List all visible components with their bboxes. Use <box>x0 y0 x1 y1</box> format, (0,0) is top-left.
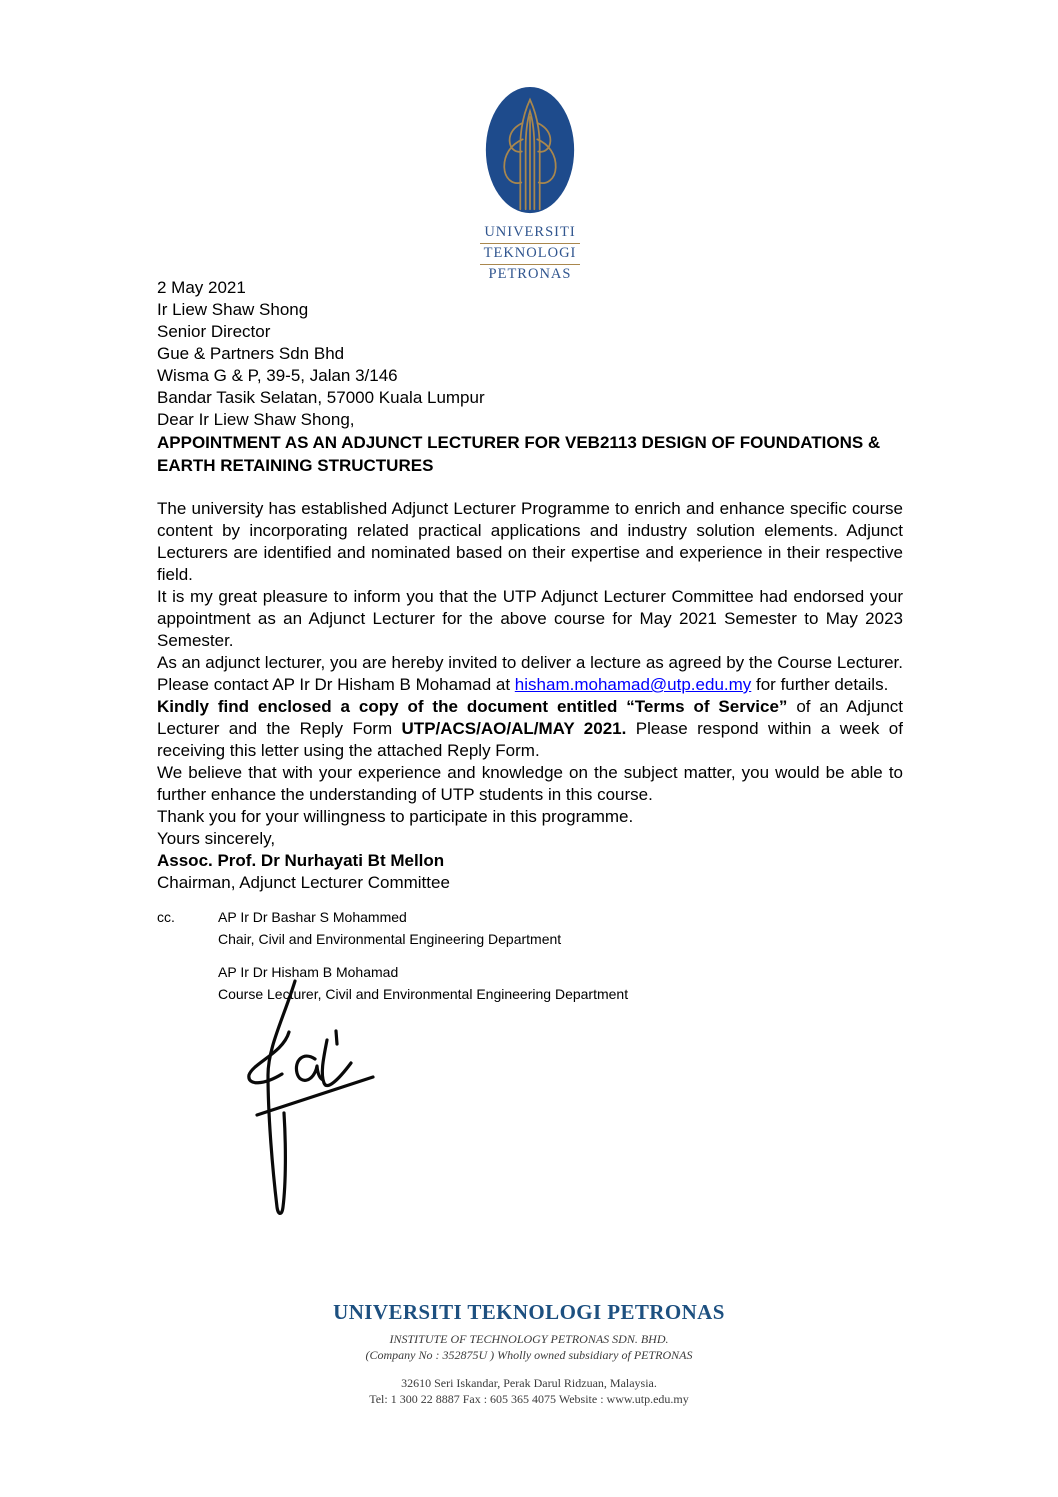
utp-wordmark <box>480 225 580 282</box>
cc-1-title: Chair, Civil and Environmental Engineering Department <box>218 931 562 947</box>
paragraph-6: Thank you for your willingness to participate in this programme. <box>157 807 634 826</box>
recipient-address-line1: Wisma G & P, 39-5, Jalan 3/146 <box>157 366 398 385</box>
footer-org-name: UNIVERSITI TEKNOLOGI PETRONAS <box>333 1300 725 1324</box>
footer-phone-fax-website: Tel: 1 300 22 8887 Fax : 605 365 4075 Website : www.utp.edu.my <box>369 1392 689 1406</box>
recipient-title: Senior Director <box>157 322 271 341</box>
letter-footer <box>0 1300 1058 1407</box>
paragraph-5: We believe that with your experience and knowledge on the subject matter, you would be able to further enhance the understanding of UTP students in this course. <box>157 763 903 804</box>
wordmark-rule <box>480 243 580 244</box>
utp-logo <box>480 86 580 282</box>
paragraph-4-bold-terms: Kindly find enclosed a copy of the document entitled “Terms of Service” <box>157 697 788 716</box>
footer-company-info <box>0 1331 1058 1363</box>
utp-emblem-icon <box>484 86 576 216</box>
recipient-name: Ir Liew Shaw Shong <box>157 300 309 319</box>
signatory-title: Chairman, Adjunct Lecturer Committee <box>157 873 450 892</box>
paragraph-4-text-after: Please respond within a week of receiving this letter using the attached Reply Form. <box>157 719 903 760</box>
wordmark-rule <box>480 264 580 265</box>
wordmark-line-1: UNIVERSITI <box>484 224 576 240</box>
cc-label: cc. <box>157 909 175 925</box>
footer-contact-info <box>0 1375 1058 1407</box>
paragraph-3-text-after: for further details. <box>751 675 889 694</box>
subject-line: APPOINTMENT AS AN ADJUNCT LECTURER FOR VEB2113 DESIGN OF FOUNDATIONS & EARTH RETAINING STRUCTURES <box>157 433 881 475</box>
wordmark-line-3: PETRONAS <box>488 266 572 282</box>
recipient-address-line2: Bandar Tasik Selatan, 57000 Kuala Lumpur <box>157 388 485 407</box>
signature <box>240 975 400 1225</box>
signatory-name: Assoc. Prof. Dr Nurhayati Bt Mellon <box>157 851 445 870</box>
cc-gap <box>218 950 903 961</box>
paragraph-1: The university has established Adjunct Lecturer Programme to enrich and enhance specific course content by incorporating related practical applications and industry solution elements. Adjunct Lecturers are identified and nominated based on their expertise and experience in their respective field. <box>157 499 903 584</box>
letter-body <box>157 277 903 1005</box>
cc-2-name: AP Ir Dr Hisham B Mohamad <box>218 964 399 980</box>
paragraph-4 <box>157 696 903 762</box>
cc-1-name: AP Ir Dr Bashar S Mohammed <box>218 909 407 925</box>
paragraph-3 <box>157 652 903 696</box>
paragraph-2: It is my great pleasure to inform you that the UTP Adjunct Lecturer Committee had endorsed your appointment as an Adjunct Lecturer for the above course for May 2021 Semester to May 2023 Semester. <box>157 587 903 650</box>
footer-address: 32610 Seri Iskandar, Perak Darul Ridzuan, Malaysia. <box>401 1376 657 1390</box>
letter-date: 2 May 2021 <box>157 278 246 297</box>
paragraph-3-text: As an adjunct lecturer, you are hereby invited to deliver a lecture as agreed by the Course Lecturer. Please contact AP Ir Dr Hisham B Mohamad at <box>157 653 903 694</box>
wordmark-line-2: TEKNOLOGI <box>483 245 577 261</box>
salutation: Dear Ir Liew Shaw Shong, <box>157 410 355 429</box>
paragraph-4-bold-form-ref: UTP/ACS/AO/AL/MAY 2021. <box>401 719 627 738</box>
footer-company-line: (Company No : 352875U ) Wholly owned subsidiary of PETRONAS <box>365 1348 693 1362</box>
cc-2-title: Course Lecturer, Civil and Environmental Engineering Department <box>218 986 629 1002</box>
recipient-company: Gue & Partners Sdn Bhd <box>157 344 345 363</box>
footer-institute-line: INSTITUTE OF TECHNOLOGY PETRONAS SDN. BHD. <box>389 1332 669 1346</box>
email-link[interactable]: hisham.mohamad@utp.edu.my <box>514 675 752 694</box>
closing: Yours sincerely, <box>157 829 276 848</box>
recipient-address <box>157 299 903 409</box>
paragraph-4-text: of an Adjunct Lecturer and the Reply Form <box>157 697 903 738</box>
